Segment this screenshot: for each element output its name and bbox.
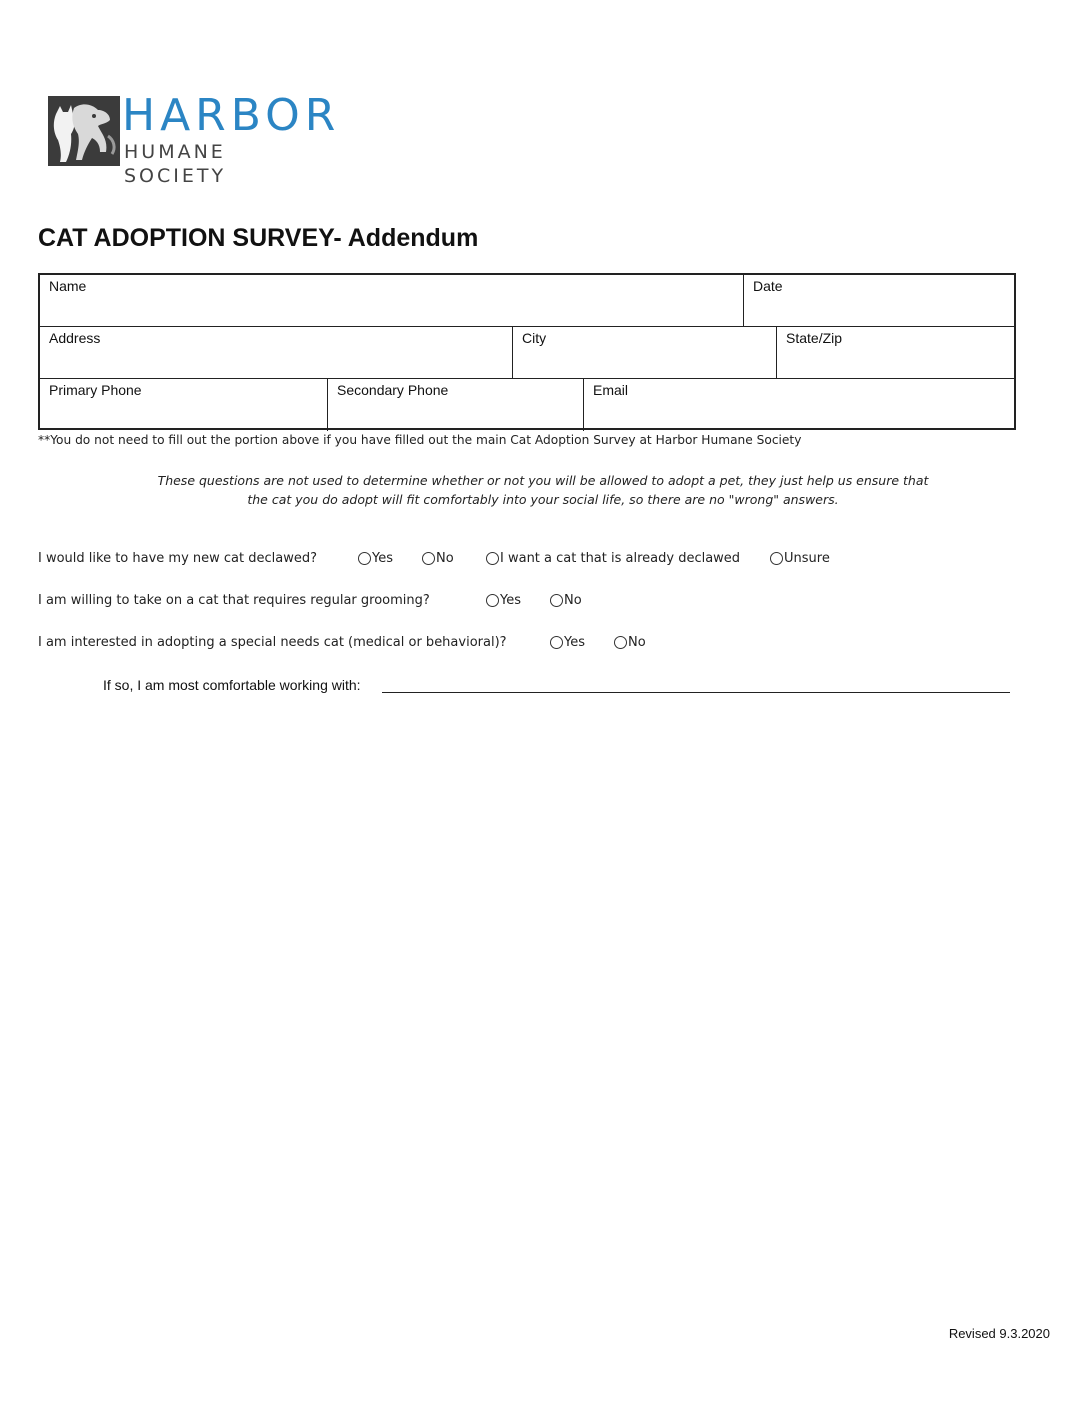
revision-date: Revised 9.3.2020 xyxy=(948,1326,1050,1341)
radio-special-needs-yes[interactable]: Yes xyxy=(550,635,585,650)
question-special-needs: I am interested in adopting a special needs cat (medical or behavioral)? xyxy=(38,635,507,650)
logo-harbor-text: HARBOR xyxy=(122,90,341,141)
table-row xyxy=(40,275,1014,327)
page-title: CAT ADOPTION SURVEY- Addendum xyxy=(38,224,479,252)
state-zip-label: State/Zip xyxy=(786,330,843,346)
radio-declawed-already[interactable]: I want a cat that is already declawed xyxy=(486,551,740,566)
city-field[interactable] xyxy=(513,327,777,378)
intro-line-2: the cat you do adopt will fit comfortably into your social life, so there are no "wrong" answers. xyxy=(247,492,839,507)
radio-circle-icon xyxy=(550,594,563,607)
question-grooming: I am willing to take on a cat that requires regular grooming? xyxy=(38,593,430,608)
secondary-phone-label: Secondary Phone xyxy=(337,382,449,398)
intro-text xyxy=(120,471,966,509)
primary-phone-label: Primary Phone xyxy=(49,382,142,398)
question-declawed: I would like to have my new cat declawed? xyxy=(38,551,318,566)
radio-declawed-yes[interactable]: Yes xyxy=(358,551,393,566)
radio-circle-icon xyxy=(770,552,783,565)
radio-grooming-no[interactable]: No xyxy=(550,593,582,608)
radio-declawed-no[interactable]: No xyxy=(422,551,454,566)
radio-special-needs-no[interactable]: No xyxy=(614,635,646,650)
email-label: Email xyxy=(593,382,629,398)
intro-line-1: These questions are not used to determine whether or not you will be allowed to adopt a pet, they just help us ensure that xyxy=(157,473,929,488)
radio-circle-icon xyxy=(422,552,435,565)
table-row xyxy=(40,379,1014,431)
address-field[interactable] xyxy=(40,327,513,378)
dog-cat-logo-icon xyxy=(48,96,120,166)
date-field[interactable] xyxy=(744,275,1014,326)
follow-up-answer-line[interactable] xyxy=(382,692,1010,693)
state-zip-field[interactable] xyxy=(777,327,1014,378)
city-label: City xyxy=(522,330,547,346)
radio-declawed-unsure[interactable]: Unsure xyxy=(770,551,830,566)
radio-circle-icon xyxy=(550,636,563,649)
address-label: Address xyxy=(49,330,101,346)
name-field[interactable] xyxy=(40,275,744,326)
footnote: **You do not need to fill out the portion above if you have filled out the main Cat Adoption Survey at Harbor Humane Society xyxy=(38,433,802,447)
radio-grooming-yes[interactable]: Yes xyxy=(486,593,521,608)
radio-circle-icon xyxy=(358,552,371,565)
radio-circle-icon xyxy=(614,636,627,649)
date-label: Date xyxy=(753,278,783,294)
email-field[interactable] xyxy=(584,379,1014,431)
logo-humane-society-text: HUMANE SOCIETY xyxy=(124,141,227,187)
secondary-phone-field[interactable] xyxy=(328,379,584,431)
radio-circle-icon xyxy=(486,594,499,607)
contact-info-table xyxy=(38,273,1016,430)
name-label: Name xyxy=(49,278,87,294)
table-row xyxy=(40,327,1014,379)
primary-phone-field[interactable] xyxy=(40,379,328,431)
follow-up-label: If so, I am most comfortable working with: xyxy=(103,677,361,693)
harbor-humane-society-logo xyxy=(48,90,341,187)
radio-circle-icon xyxy=(486,552,499,565)
